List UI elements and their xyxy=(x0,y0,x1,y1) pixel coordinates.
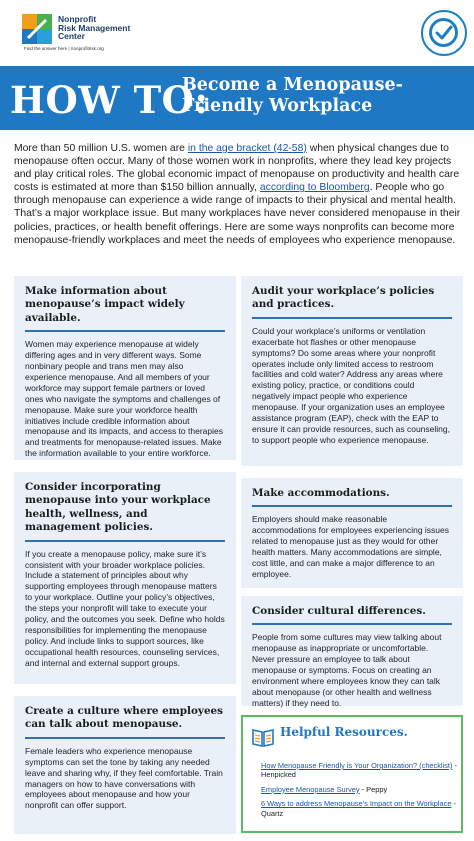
intro-text-2: when physical changes due to menopause often occur. Many of those women work in nonprofits, where they lead key projects and play critical roles. The global economic impact of menopause on productivity and health care costs is estimated at more than $150 billion annually, xyxy=(14,143,460,194)
resources-list xyxy=(261,761,457,823)
age-bracket-link[interactable]: in the age bracket (42-58) xyxy=(187,143,307,154)
tip-body: Women may experience menopause at widely differing ages and in very different ways. Some nonbinary people and trans men may also experience menopause. And all members of your workforce may support female partners or loved ones who navigate the symptoms and challenges of menopause. Make sure your workforce health initiatives include credible information about menopause and its impacts, and access to therapies and treatments for menopause-related issues. Make the information available to your entire workforce. xyxy=(25,339,223,459)
tip-heading: Audit your workplace’s policies and practices. xyxy=(252,285,435,311)
nrmc-logo-icon xyxy=(22,14,52,44)
tip-body: Employers should make reasonable accommodations for employees experiencing issues related to menopause just as they would for other health matters. Many accommodations are simple, cost little, and can make a major difference to an employee. xyxy=(252,514,450,579)
how-to-label: HOW TO: xyxy=(10,78,209,122)
logo-wordmark xyxy=(58,15,130,41)
tip-heading: Make information about menopause’s impact widely available. xyxy=(25,285,185,324)
resource-source: - Quartz xyxy=(261,799,456,818)
tip-heading: Create a culture where employees can talk about menopause. xyxy=(25,705,224,731)
tip-body: Could your workplace’s uniforms or ventilation exacerbate hot flashes or other menopause symptoms? Do some areas where your nonprofit operates include only limited access to restroom facilities and cold water? Address any areas where existing policy, practice, or conditions could negatively impact people who experience menopause. If your organization uses an employee assistance program (EAP), check with the EAP to ensure it can provide resources, such as counseling, to support people who experience menopause. xyxy=(252,325,450,445)
logo-line-3: Center xyxy=(58,31,85,41)
heading-divider xyxy=(252,505,452,507)
tip-body: If you create a menopause policy, make sure it’s consistent with your broader workplace policies. Include a statement of principles about why supporting employees through menopause matters to your workplace. Outline your policy’s objectives, the steps your nonprofit will take to execute your policy, and the outcomes you seek. Define who holds responsibilities for implementing the menopause policy. And include links to support sources, like occupational health resources, counseling services, and internal and external support groups. xyxy=(25,548,225,668)
logo-line-1: Nonprofit xyxy=(58,14,97,24)
resource-item xyxy=(261,799,457,818)
tip-body: People from some cultures may view talking about menopause as inappropriate or uncomfortable. Never pressure an employee to talk about menopause or symptoms. Focus on creating an environment where employees know they can talk about menopause (or other health and wellness matters) if they need to. xyxy=(252,632,442,708)
tip-card-cultural xyxy=(241,596,463,706)
intro-text-1: More than 50 million U.S. women are xyxy=(14,143,188,154)
title-banner xyxy=(0,66,474,130)
logo-line-2: Risk Management xyxy=(58,22,131,33)
tip-card-culture xyxy=(14,696,236,834)
resource-source: - Peppy xyxy=(359,784,388,794)
resource-source: - Henpicked xyxy=(261,761,457,780)
resource-link[interactable]: How Menopause Friendly is Your Organization? (checklist) xyxy=(261,761,453,770)
resource-item xyxy=(261,785,457,794)
resource-item xyxy=(261,761,457,780)
tip-card-incorporate xyxy=(14,472,236,684)
resource-link[interactable]: Employee Menopause Survey xyxy=(261,784,360,794)
tip-card-accommodations xyxy=(241,478,463,588)
checkmark-circle-icon xyxy=(421,10,467,56)
tip-heading: Make accommodations. xyxy=(252,487,390,499)
resource-link[interactable]: 6 Ways to address Menopause’s Impact on the Workplace xyxy=(261,799,452,809)
tip-body: Female leaders who experience menopause symptoms can set the tone by taking any needed leave and sharing why, if they feel comfortable. Train managers on how to have conversations with employees about menopause and how your nonprofit can offer support. xyxy=(25,745,223,811)
page-header xyxy=(0,0,474,66)
checkmark-glyph-icon xyxy=(423,12,464,53)
open-book-icon xyxy=(251,727,275,749)
helpful-resources-box xyxy=(241,715,463,833)
intro-text-3: . People who go through menopause can experience a wide range of impacts to their physical and mental health. That’s a major workplace issue. But many workplaces have never considered menopause in their policies, practices, or health benefit offerings. Here are some ways nonprofits can become more menopause-friendly workplaces and meet the needs of employees who experience menopause. xyxy=(14,182,461,246)
heading-divider xyxy=(252,623,452,625)
tip-heading: Consider incorporating menopause into your workplace health, wellness, and management policies. xyxy=(25,481,211,534)
logo-tagline: Find the answer here | nonprofitrisk.org xyxy=(24,46,104,51)
tip-card-awareness xyxy=(14,276,236,460)
heading-divider xyxy=(25,540,225,542)
bloomberg-link[interactable]: according to Bloomberg xyxy=(259,182,370,194)
resources-title: Helpful Resources. xyxy=(280,725,408,739)
page-title: Become a Menopause-Friendly Workplace xyxy=(182,75,403,116)
heading-divider xyxy=(25,737,225,739)
heading-divider xyxy=(252,317,452,319)
tip-heading: Consider cultural differences. xyxy=(252,605,426,617)
tip-card-audit xyxy=(241,276,463,466)
heading-divider xyxy=(25,330,225,332)
intro-paragraph xyxy=(14,142,462,247)
